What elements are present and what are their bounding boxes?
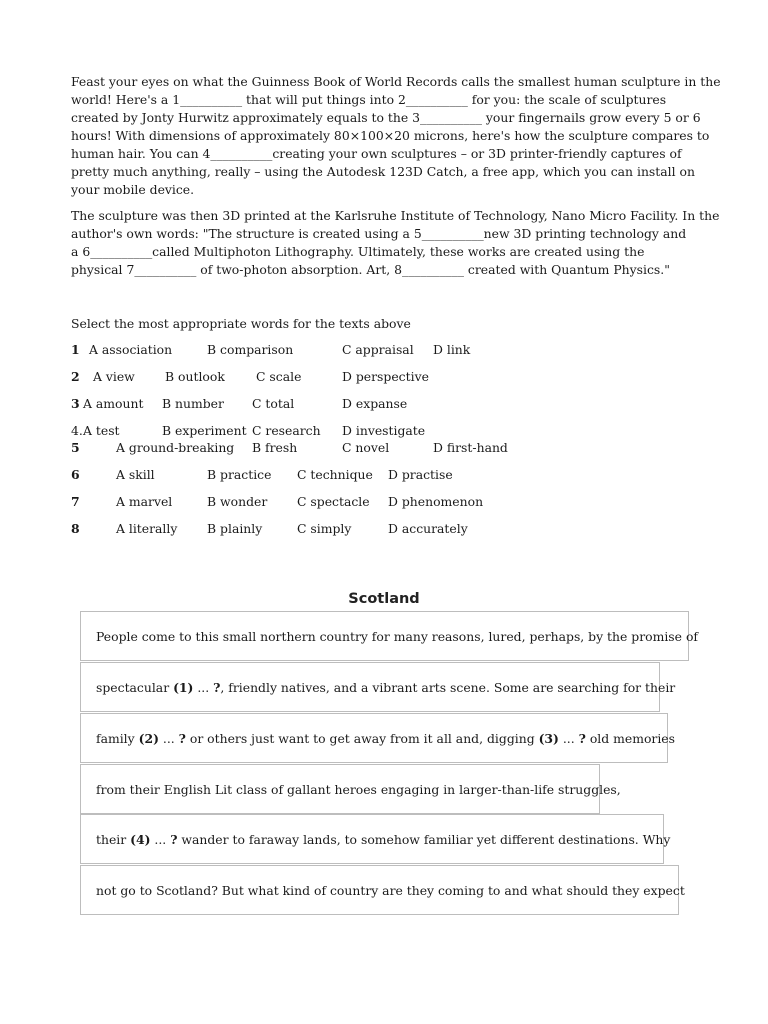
- answer-option[interactable]: B fresh: [252, 440, 298, 455]
- answer-option[interactable]: D practise: [388, 467, 453, 482]
- instruction-text: Select the most appropriate words for the texts above: [71, 316, 411, 331]
- answer-option[interactable]: D expanse: [342, 396, 408, 411]
- gap-marker: ?: [213, 680, 221, 695]
- text-segment: ...: [193, 680, 214, 695]
- gap-marker: ?: [178, 731, 186, 746]
- answer-option[interactable]: A marvel: [116, 494, 173, 509]
- answer-option[interactable]: C technique: [297, 467, 373, 482]
- answer-option[interactable]: D link: [433, 342, 471, 357]
- paragraph-line: hours! With dimensions of approximately 80×100×20 microns, here's how the sculpture compares to: [71, 128, 710, 143]
- paragraph-line: physical 7__________ of two-photon absorption. Art, 8__________ created with Quantum Physics.": [71, 262, 670, 277]
- answer-option[interactable]: A view: [93, 369, 135, 384]
- text-segment: their: [96, 832, 131, 847]
- text-segment: , friendly natives, and a vibrant arts scene. Some are searching for their: [220, 680, 676, 695]
- question-number: 2: [71, 369, 80, 384]
- answer-option[interactable]: B comparison: [207, 342, 294, 357]
- gap-marker: (1): [173, 680, 194, 695]
- paragraph-1: [71, 73, 721, 199]
- answer-option[interactable]: D phenomenon: [388, 494, 484, 509]
- answer-option[interactable]: A amount: [83, 396, 144, 411]
- answer-option[interactable]: B outlook: [165, 369, 225, 384]
- answer-option[interactable]: B wonder: [207, 494, 268, 509]
- paragraph-line: world! Here's a 1__________ that will put things into 2__________ for you: the scale of sculptures: [71, 92, 667, 107]
- paragraph-2: [71, 207, 720, 279]
- section-title: Scotland: [348, 591, 420, 607]
- answer-option[interactable]: C simply: [297, 521, 352, 536]
- answer-option[interactable]: B number: [162, 396, 224, 411]
- answer-option[interactable]: C novel: [342, 440, 390, 455]
- text-box-line: [80, 611, 698, 661]
- paragraph-line: created by Jonty Hurwitz approximately equals to the 3__________ your fingernails grow every 5 or 6: [71, 110, 701, 125]
- text-box-line: [80, 713, 675, 763]
- answer-option[interactable]: A association: [89, 342, 173, 357]
- gap-marker: (4): [130, 832, 151, 847]
- answer-option[interactable]: D perspective: [342, 369, 429, 384]
- gap-marker: (2): [138, 731, 159, 746]
- answer-option[interactable]: C scale: [256, 369, 302, 384]
- paragraph-line: Feast your eyes on what the Guinness Book of World Records calls the smallest human sculpture in the: [71, 74, 721, 89]
- answer-option[interactable]: A ground-breaking: [116, 440, 235, 455]
- paragraph-line: human hair. You can 4__________creating your own sculptures – or 3D printer-friendly captures of: [71, 146, 682, 161]
- gap-marker: ?: [170, 832, 178, 847]
- paragraph-line: a 6__________called Multiphoton Lithography. Ultimately, these works are created using the: [71, 244, 645, 259]
- gap-marker: (3): [538, 731, 559, 746]
- text-box-line: [80, 814, 671, 864]
- question-number: 5: [71, 440, 80, 455]
- text-segment: spectacular: [96, 680, 174, 695]
- answer-option[interactable]: D accurately: [388, 521, 468, 536]
- text-segment: from their English Lit class of gallant heroes engaging in larger-than-life struggles,: [96, 782, 621, 797]
- question-number: 6: [71, 467, 80, 482]
- question-number: 1: [71, 342, 80, 357]
- text-segment: or others just want to get away from it all and, digging: [185, 731, 539, 746]
- text-box-line: [80, 865, 685, 915]
- answer-option[interactable]: D first-hand: [433, 440, 508, 455]
- text-segment: People come to this small northern country for many reasons, lured, perhaps, by the promise of: [96, 629, 698, 644]
- answer-option[interactable]: C total: [252, 396, 295, 411]
- answer-option[interactable]: C appraisal: [342, 342, 414, 357]
- answer-option[interactable]: B plainly: [207, 521, 263, 536]
- question-number: 7: [71, 494, 80, 509]
- paragraph-line: The sculpture was then 3D printed at the Karlsruhe Institute of Technology, Nano Micro Facility. In the: [71, 208, 720, 223]
- answer-option[interactable]: C spectacle: [297, 494, 370, 509]
- question-number: 8: [71, 521, 80, 536]
- text-box-line: [80, 764, 621, 814]
- answer-option[interactable]: A skill: [116, 467, 155, 482]
- text-box-line: [80, 662, 676, 712]
- paragraph-line: your mobile device.: [71, 182, 195, 197]
- text-segment: wander to faraway lands, to somehow familiar yet different destinations. Why: [177, 832, 671, 847]
- text-segment: old memories: [585, 731, 675, 746]
- question-number: 4.: [71, 423, 83, 438]
- answer-option[interactable]: C research: [252, 423, 321, 438]
- text-segment: ...: [150, 832, 171, 847]
- text-segment: not go to Scotland? But what kind of country are they coming to and what should they expect: [96, 883, 685, 898]
- answer-option[interactable]: A literally: [116, 521, 178, 536]
- question-number: 3: [71, 396, 80, 411]
- answer-option[interactable]: A test: [83, 423, 120, 438]
- text-segment: ...: [158, 731, 179, 746]
- gap-marker: ?: [578, 731, 586, 746]
- answer-option[interactable]: B experiment: [162, 423, 247, 438]
- paragraph-line: author's own words: "The structure is created using a 5__________new 3D printing technology and: [71, 226, 687, 241]
- text-segment: ...: [558, 731, 579, 746]
- answer-option[interactable]: B practice: [207, 467, 272, 482]
- paragraph-line: pretty much anything, really – using the Autodesk 123D Catch, a free app, which you can install on: [71, 164, 695, 179]
- answer-option[interactable]: D investigate: [342, 423, 426, 438]
- text-segment: family: [96, 731, 139, 746]
